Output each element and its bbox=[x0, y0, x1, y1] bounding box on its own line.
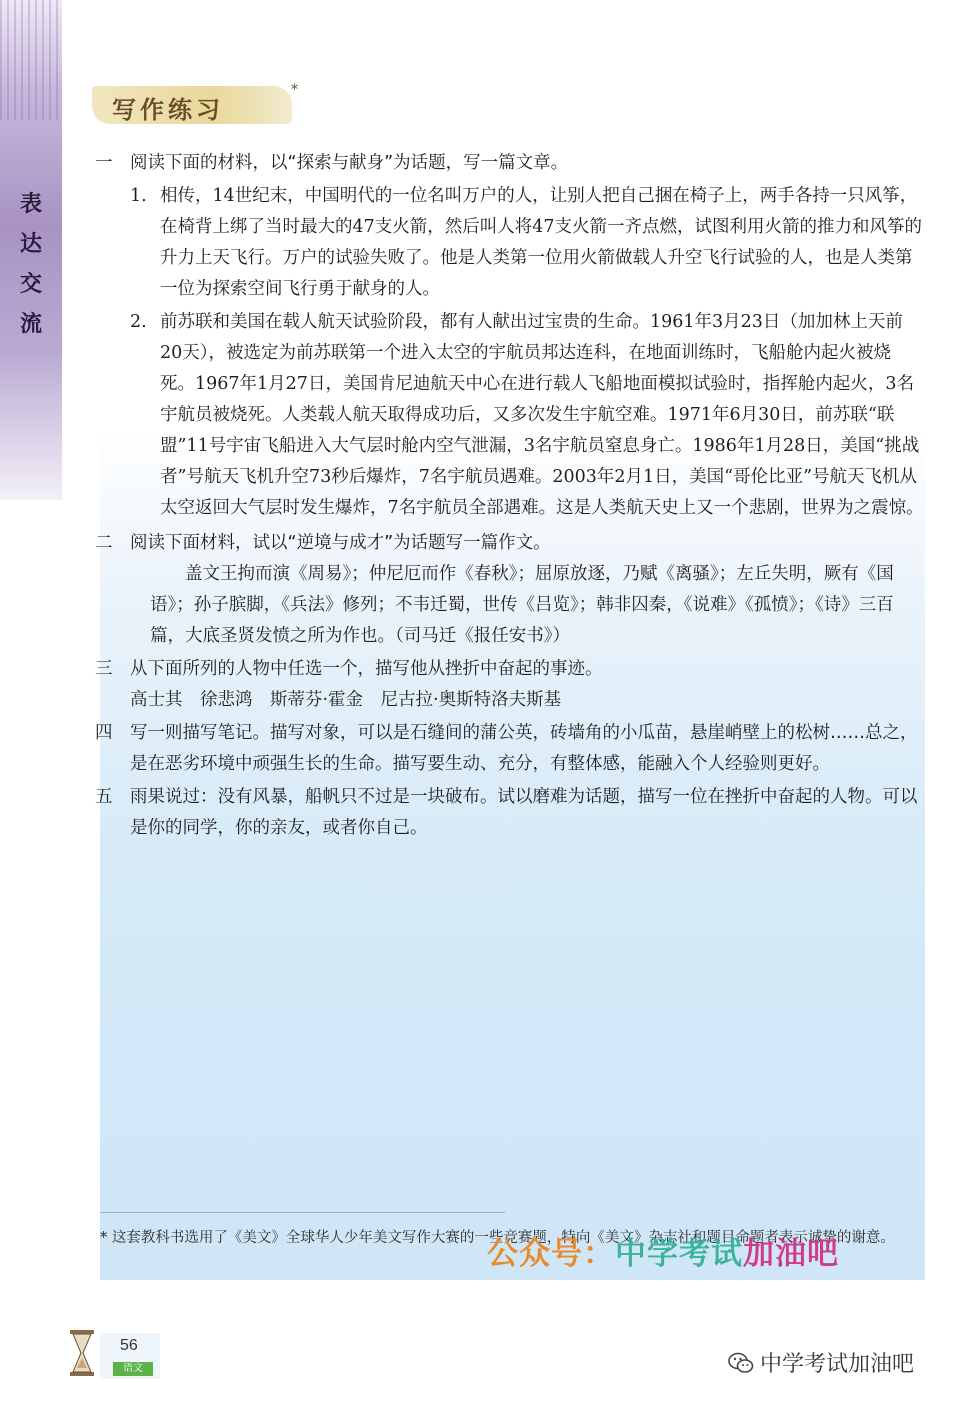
page-title: 写作练习 bbox=[112, 96, 224, 124]
material-item bbox=[130, 307, 925, 524]
material-item bbox=[130, 181, 925, 305]
watermark-part: 加油吧 bbox=[743, 1236, 839, 1272]
question-number: 三 bbox=[95, 659, 113, 679]
watermark-overlay bbox=[487, 1228, 839, 1273]
sidebar-glyph-pattern bbox=[0, 0, 62, 120]
question-4 bbox=[95, 718, 925, 780]
item-text: 相传，14世纪末，中国明代的一位名叫万户的人，让别人把自己捆在椅子上，两手各持一只风筝，在椅背上绑了当时最大的47支火箭，然后叫人将47支火箭一齐点燃，试图利用火箭的推力和风筝的升力上天飞行。万户的试验失败了。他是人类第一位用火箭做载人升空飞行试验的人，也是人类第一位为探索空间飞行勇于献身的人。 bbox=[160, 186, 923, 299]
wechat-icon bbox=[728, 1351, 754, 1375]
watermark-part: 公众号： bbox=[487, 1236, 615, 1272]
exercise-list bbox=[95, 148, 925, 844]
watermark-part: 中学考试 bbox=[615, 1236, 743, 1272]
question-number: 五 bbox=[95, 787, 113, 807]
question-heading: 阅读下面的材料，以“探索与献身”为话题，写一篇文章。 bbox=[130, 153, 569, 173]
bottom-watermark bbox=[728, 1347, 914, 1378]
question-5 bbox=[95, 782, 925, 844]
page-number: 56 bbox=[120, 1337, 138, 1354]
item-number: 1. bbox=[130, 186, 147, 206]
hourglass-icon bbox=[68, 1328, 96, 1378]
page-subject-tag: 语文 bbox=[113, 1362, 153, 1376]
question-heading: 阅读下面材料，试以“逆境与成才”为话题写一篇作文。 bbox=[130, 533, 551, 553]
quote-text: 盖文王拘而演《周易》；仲尼厄而作《春秋》；屈原放逐，乃赋《离骚》；左丘失明，厥有《国语》；孙子膑脚，《兵法》修列；不韦迁蜀，世传《吕览》；韩非囚秦，《说难》《孤愤》；《诗》三百篇，大底圣贤发愤之所为作也。（司马迁《报任安书》） bbox=[150, 564, 894, 646]
item-number: 2. bbox=[130, 312, 147, 332]
question-3 bbox=[95, 654, 925, 716]
item-text: 前苏联和美国在载人航天试验阶段，都有人献出过宝贵的生命。1961年3月23日（加加林上天前20天），被选定为前苏联第一个进入太空的宇航员邦达连科，在地面训练时，飞船舱内起火被烧死。1967年1月27日，美国肯尼迪航天中心在进行载人飞船地面模拟试验时，指挥舱内起火，3名宇航员被烧死。人类载人航天取得成功后，又多次发生宇航空难。1971年6月30日，前苏联“联盟”11号宇宙飞船进入大气层时舱内空气泄漏，3名宇航员窒息身亡。1986年1月28日，美国“挑战者”号航天飞机升空73秒后爆炸，7名宇航员遇难。2003年2月1日，美国“哥伦比亚”号航天飞机从太空返回大气层时发生爆炸，7名宇航员全部遇难。这是人类航天史上又一个悲剧，世界为之震惊。 bbox=[160, 312, 924, 518]
title-footnote-mark: * bbox=[291, 82, 298, 98]
question-text: 雨果说过：没有风暴，船帆只不过是一块破布。试以磨难为话题，描写一位在挫折中奋起的人物。可以是你的同学，你的亲友，或者你自己。 bbox=[130, 787, 918, 838]
title-banner bbox=[92, 82, 298, 124]
sidebar-decoration bbox=[0, 0, 62, 500]
question-heading: 从下面所列的人物中任选一个，描写他从挫折中奋起的事迹。 bbox=[130, 659, 603, 679]
question-number: 二 bbox=[95, 533, 113, 553]
person-list: 高士其 徐悲鸿 斯蒂芬·霍金 尼古拉·奥斯特洛夫斯基 bbox=[130, 690, 562, 710]
question-2 bbox=[95, 528, 925, 652]
footnote-divider bbox=[100, 1212, 505, 1213]
question-number: 一 bbox=[95, 153, 113, 173]
question-1 bbox=[95, 148, 925, 524]
footnote: * 这套教科书选用了《美文》全球华人少年美文写作大赛的一些竞赛题，特向《美文》杂志社和题目命题者表示诚挚的谢意。 bbox=[100, 1230, 895, 1246]
question-text: 写一则描写笔记。描写对象，可以是石缝间的蒲公英，砖墙角的小瓜苗，悬崖峭壁上的松树……总之，是在恶劣环境中顽强生长的生命。描写要生动、充分，有整体感，能融入个人经验则更好。 bbox=[130, 723, 918, 774]
question-number: 四 bbox=[95, 723, 113, 743]
bottom-watermark-text: 中学考试加油吧 bbox=[760, 1352, 915, 1377]
section-label: 表达交流 bbox=[19, 192, 42, 337]
